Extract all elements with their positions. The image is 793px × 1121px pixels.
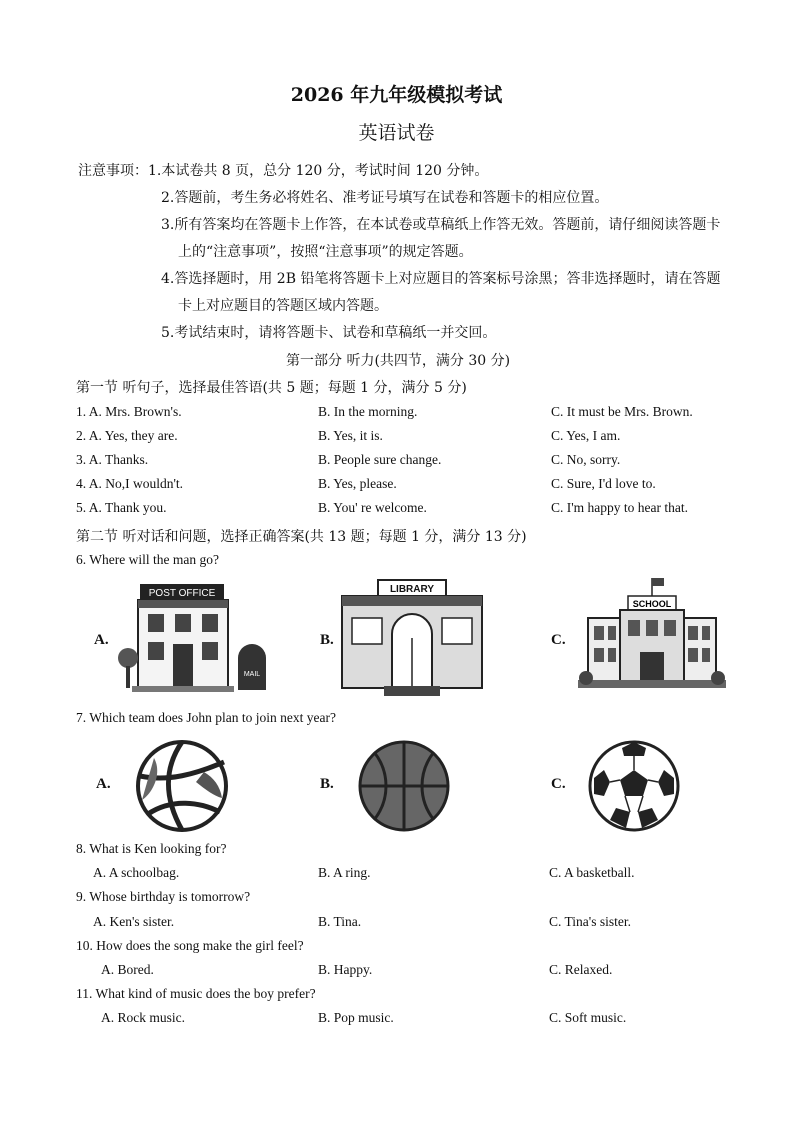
q4-option-a: 4. A. No,I wouldn't. [76,476,184,491]
q5-option-a: 5. A. Thank you. [76,500,167,515]
basketball-picture [356,738,452,834]
library-sign: LIBRARY [389,584,435,595]
q4-option-c: C. Sure, I'd love to. [551,476,656,491]
library-picture [340,578,485,698]
q7-label-a: A. [96,776,111,792]
q5-option-b: B. You' re welcome. [318,500,427,515]
q7-label-b: B. [320,776,334,792]
note-3a: 3.所有答案均在答题卡上作答，在本试卷或草稿纸上作答无效。答题前，请仔细阅读答题卡 [161,217,721,233]
q11-option-a: A. Rock music. [101,1010,185,1025]
q3-option-b: B. People sure change. [318,452,442,467]
note-1: 注意事项：1.本试卷共 8 页，总分 120 分，考试时间 120 分钟。 [78,163,489,179]
note-3b: 上的“注意事项”，按照“注意事项”的规定答题。 [178,244,473,260]
q3-option-a: 3. A. Thanks. [76,452,149,467]
note-2: 2.答题前，考生务必将姓名、准考证号填写在试卷和答题卡的相应位置。 [161,190,609,206]
q1-option-b: B. In the morning. [318,404,418,419]
q10-question: 10. How does the song make the girl feel? [76,938,304,953]
q8-option-b: B. A ring. [318,865,371,880]
q5-option-c: C. I'm happy to hear that. [551,500,689,515]
section2-heading: 第二节 听对话和问题，选择正确答案(共 13 题；每题 1 分，满分 13 分) [76,529,527,545]
note-5: 5.考试结束时，请将答题卡、试卷和草稿纸一并交回。 [161,325,497,341]
section1-heading: 第一节 听句子，选择最佳答语(共 5 题；每题 1 分，满分 5 分) [76,380,467,396]
q8-option-c: C. A basketball. [549,865,635,880]
q1-option-a: 1. A. Mrs. Brown's. [76,404,182,419]
q11-question: 11. What kind of music does the boy prefer? [76,986,316,1001]
q2-option-a: 2. A. Yes, they are. [76,428,178,443]
q11-option-c: C. Soft music. [549,1010,627,1025]
mailbox-label: MAIL [243,671,261,678]
q9-option-a: A. Ken's sister. [93,914,175,929]
q1-option-c: C. It must be Mrs. Brown. [551,404,693,419]
note-4b: 卡上对应题目的答题区域内答题。 [178,298,388,314]
school-sign: SCHOOL [632,599,672,609]
q9-question: 9. Whose birthday is tomorrow? [76,889,251,904]
exam-subtitle: 英语试卷 [358,122,435,144]
q6-question: 6. Where will the man go? [76,552,219,567]
q3-option-c: C. No, sorry. [551,452,621,467]
q10-option-c: C. Relaxed. [549,962,613,977]
q8-question: 8. What is Ken looking for? [76,841,227,856]
football-picture [586,738,682,834]
q6-label-a: A. [94,632,109,648]
q8-option-a: A. A schoolbag. [93,865,180,880]
q9-option-c: C. Tina's sister. [549,914,631,929]
q4-option-b: B. Yes, please. [318,476,397,491]
q9-option-b: B. Tina. [318,914,362,929]
q2-option-c: C. Yes, I am. [551,428,621,443]
q2-option-b: B. Yes, it is. [318,428,383,443]
volleyball-picture [134,738,230,834]
post-office-sign: POST OFFICE [148,588,216,599]
post-office-picture [118,578,280,696]
q7-label-c: C. [551,776,566,792]
q6-label-c: C. [551,632,566,648]
q11-option-b: B. Pop music. [318,1010,394,1025]
part1-heading: 第一部分 听力(共四节，满分 30 分) [286,353,511,369]
q10-option-a: A. Bored. [101,962,154,977]
q10-option-b: B. Happy. [318,962,373,977]
q7-question: 7. Which team does John plan to join next year? [76,710,336,725]
note-4a: 4.答选择题时，用 2B 铅笔将答题卡上对应题目的答案标号涂黑；答非选择题时，请在答题 [161,271,721,287]
q6-label-b: B. [320,632,334,648]
school-picture [570,574,735,698]
exam-title: 2026 年九年级模拟考试 [290,84,503,106]
